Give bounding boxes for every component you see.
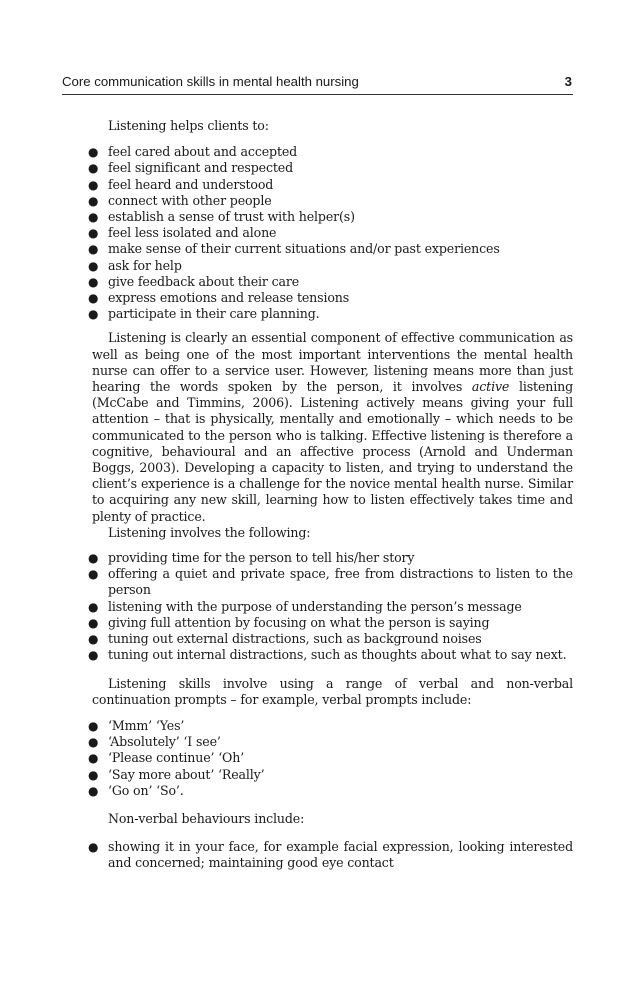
list-item: ● connect with other people (88, 192, 272, 208)
bullet-icon: ● (88, 767, 99, 782)
bullet-icon: ● (88, 599, 99, 614)
list-item: ● ‘Go on’ ‘So’. (88, 782, 184, 798)
bullet-icon: ● (88, 567, 99, 582)
page-number: 3 (564, 74, 572, 89)
bullet-icon: ● (88, 242, 99, 257)
bullet-icon: ● (88, 783, 99, 798)
list-listening-helps (88, 144, 573, 322)
list-item: ● feel significant and respected (88, 160, 293, 176)
body-text (88, 118, 573, 872)
list-item: ● ask for help (88, 257, 182, 273)
bullet-icon: ● (88, 735, 99, 750)
intro-listening-involves: Listening involves the following: (108, 524, 311, 540)
list-item: ● providing time for the person to tell his/her story (88, 550, 415, 566)
bullet-icon: ● (88, 161, 99, 176)
bullet-icon: ● (88, 648, 99, 663)
list-item: ● offering a quiet and private space, free from distractions to listen to the person (88, 566, 573, 598)
bullet-icon: ● (88, 258, 99, 273)
list-item: ● participate in their care planning. (88, 306, 320, 322)
list-verbal-prompts (88, 717, 573, 799)
list-item: ● express emotions and release tensions (88, 290, 350, 306)
bullet-icon: ● (88, 718, 99, 733)
bullet-icon: ● (88, 632, 99, 647)
list-item: ● make sense of their current situations and/or past experiences (88, 241, 500, 257)
list-item: ● tuning out internal distractions, such as thoughts about what to say next. (88, 647, 567, 663)
bullet-icon: ● (88, 751, 99, 766)
bullet-icon: ● (88, 145, 99, 160)
list-item: ● ‘Say more about’ ‘Really’ (88, 766, 265, 782)
list-item: ● feel cared about and accepted (88, 144, 298, 160)
list-item: ● ‘Please continue’ ‘Oh’ (88, 750, 245, 766)
intro-non-verbal: Non-verbal behaviours include: (108, 810, 305, 826)
bullet-icon: ● (88, 615, 99, 630)
list-item: ● give feedback about their care (88, 273, 300, 289)
list-item: ● feel heard and understood (88, 176, 274, 192)
intro-listening-helps: Listening helps clients to: (108, 118, 269, 133)
bullet-icon: ● (88, 193, 99, 208)
list-item: ● tuning out external distractions, such as background noises (88, 631, 482, 647)
bullet-icon: ● (88, 177, 99, 192)
list-item: ● showing it in your face, for example facial expression, looking interested and concerned; maintaining good eye contact (88, 839, 573, 871)
emphasis-active: active (471, 379, 510, 395)
list-item: ● feel less isolated and alone (88, 225, 277, 241)
bullet-icon: ● (88, 291, 99, 306)
list-item: ● listening with the purpose of understanding the person’s message (88, 598, 522, 614)
bullet-icon: ● (88, 307, 99, 322)
header-rule (62, 94, 573, 95)
running-title: Core communication skills in mental health nursing (62, 74, 359, 89)
list-item: ● giving full attention by focusing on what the person is saying (88, 614, 490, 630)
paragraph-active-listening: Listening is clearly an essential component of effective communication as well as being one of the most important interventions the mental health nurse can offer to a service user. However, listening means more than just hearing the words spoken by the person, it involves active listening (McCabe and Timmins, 2006). Listening actively means giving your full attention – that is physically, mentally and emotionally – which needs to be communicated to the person who is talking. Effective listening is therefore a cognitive, behavioural and an affective process (Arnold and Underman Boggs, 2003). Developing a capacity to listen, and trying to understand the client’s experience is a challenge for the novice mental health nurse. Similar to acquiring any new skill, learning how to listen effectively takes time and plenty of practice. (92, 330, 573, 524)
list-listening-involves (88, 550, 573, 663)
paragraph-verbal-prompts: Listening skills involve using a range of verbal and non-verbal continuation prompts – for example, verbal prompts include: (92, 675, 573, 707)
list-item: ● establish a sense of trust with helper(s) (88, 209, 355, 225)
bullet-icon: ● (88, 840, 99, 855)
bullet-icon: ● (88, 210, 99, 225)
bullet-icon: ● (88, 551, 99, 566)
bullet-icon: ● (88, 226, 99, 241)
bullet-icon: ● (88, 274, 99, 289)
list-item: ● ‘Mmm’ ‘Yes’ (88, 717, 185, 733)
running-head (62, 73, 572, 91)
list-non-verbal (88, 839, 573, 871)
list-item: ● ‘Absolutely’ ‘I see’ (88, 734, 221, 750)
